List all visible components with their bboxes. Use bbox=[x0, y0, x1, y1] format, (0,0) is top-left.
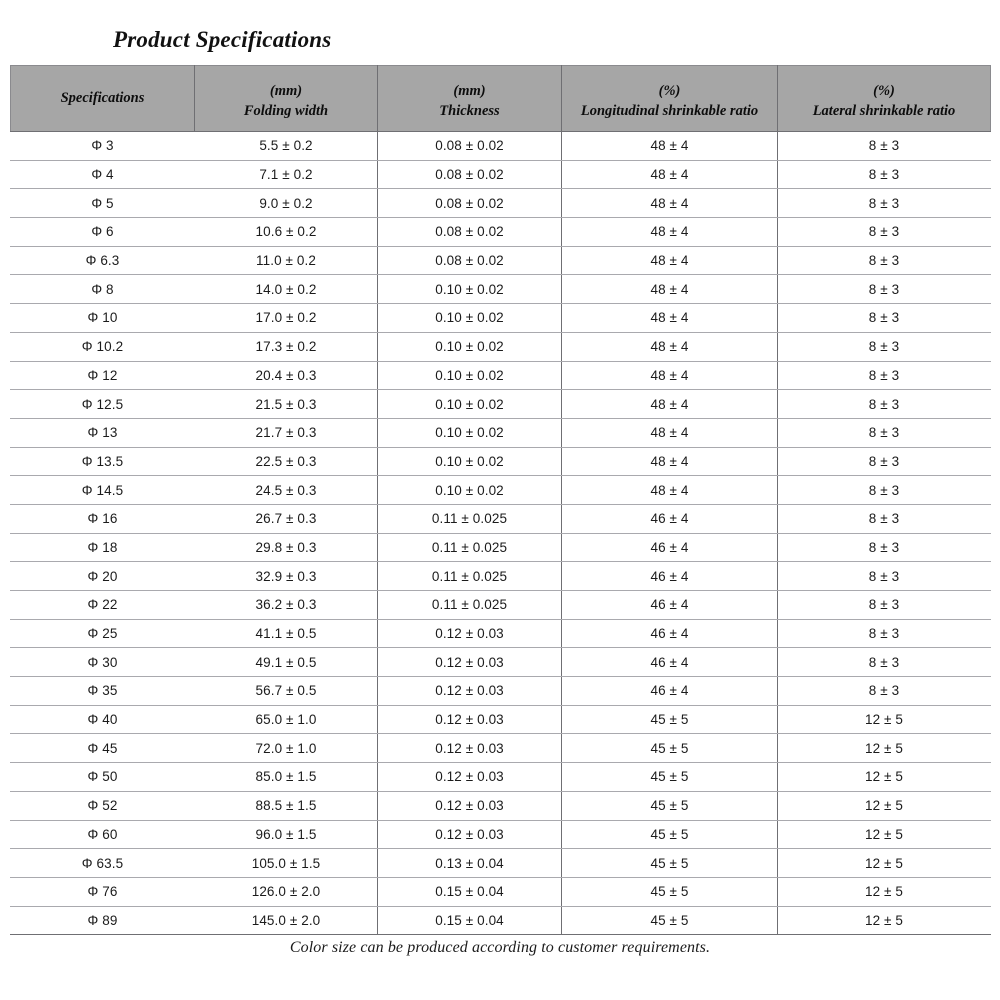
cell-longitudinal-shrinkable-ratio: 48 ± 4 bbox=[562, 447, 778, 476]
cell-folding-width: 24.5 ± 0.3 bbox=[195, 476, 378, 505]
cell-longitudinal-shrinkable-ratio: 45 ± 5 bbox=[562, 763, 778, 792]
table-row bbox=[11, 734, 991, 763]
cell-lateral-shrinkable-ratio: 8 ± 3 bbox=[778, 476, 991, 505]
table-row bbox=[11, 447, 991, 476]
column-header-longitudinal-label: Longitudinal shrinkable ratio bbox=[580, 103, 759, 120]
cell-folding-width: 32.9 ± 0.3 bbox=[195, 562, 378, 591]
cell-folding-width: 85.0 ± 1.5 bbox=[195, 763, 378, 792]
cell-lateral-shrinkable-ratio: 12 ± 5 bbox=[778, 849, 991, 878]
cell-longitudinal-shrinkable-ratio: 46 ± 4 bbox=[562, 562, 778, 591]
cell-lateral-shrinkable-ratio: 12 ± 5 bbox=[778, 763, 991, 792]
cell-folding-width: 11.0 ± 0.2 bbox=[195, 246, 378, 275]
cell-folding-width: 21.7 ± 0.3 bbox=[195, 418, 378, 447]
cell-thickness: 0.11 ± 0.025 bbox=[378, 562, 562, 591]
cell-specification: Φ 10.2 bbox=[11, 332, 195, 361]
cell-folding-width: 145.0 ± 2.0 bbox=[195, 906, 378, 935]
table-row bbox=[11, 189, 991, 218]
cell-thickness: 0.12 ± 0.03 bbox=[378, 820, 562, 849]
cell-lateral-shrinkable-ratio: 12 ± 5 bbox=[778, 734, 991, 763]
cell-folding-width: 126.0 ± 2.0 bbox=[195, 877, 378, 906]
cell-thickness: 0.10 ± 0.02 bbox=[378, 361, 562, 390]
cell-lateral-shrinkable-ratio: 8 ± 3 bbox=[778, 332, 991, 361]
table-header bbox=[11, 66, 991, 132]
cell-lateral-shrinkable-ratio: 12 ± 5 bbox=[778, 877, 991, 906]
column-header-specifications-label: Specifications bbox=[60, 90, 145, 107]
cell-thickness: 0.08 ± 0.02 bbox=[378, 189, 562, 218]
column-header-lateral-shrinkable-ratio bbox=[778, 66, 991, 132]
cell-thickness: 0.12 ± 0.03 bbox=[378, 648, 562, 677]
cell-specification: Φ 14.5 bbox=[11, 476, 195, 505]
table-row bbox=[11, 877, 991, 906]
cell-thickness: 0.08 ± 0.02 bbox=[378, 132, 562, 161]
cell-specification: Φ 30 bbox=[11, 648, 195, 677]
cell-folding-width: 9.0 ± 0.2 bbox=[195, 189, 378, 218]
cell-lateral-shrinkable-ratio: 8 ± 3 bbox=[778, 132, 991, 161]
cell-folding-width: 29.8 ± 0.3 bbox=[195, 533, 378, 562]
cell-specification: Φ 6 bbox=[11, 218, 195, 247]
column-header-folding-width-unit: (mm) bbox=[269, 82, 303, 99]
cell-folding-width: 65.0 ± 1.0 bbox=[195, 705, 378, 734]
column-header-longitudinal-unit: (%) bbox=[658, 82, 681, 99]
cell-specification: Φ 20 bbox=[11, 562, 195, 591]
cell-longitudinal-shrinkable-ratio: 48 ± 4 bbox=[562, 275, 778, 304]
cell-longitudinal-shrinkable-ratio: 48 ± 4 bbox=[562, 218, 778, 247]
cell-thickness: 0.12 ± 0.03 bbox=[378, 677, 562, 706]
cell-lateral-shrinkable-ratio: 8 ± 3 bbox=[778, 160, 991, 189]
cell-lateral-shrinkable-ratio: 8 ± 3 bbox=[778, 447, 991, 476]
cell-lateral-shrinkable-ratio: 12 ± 5 bbox=[778, 791, 991, 820]
table-row bbox=[11, 849, 991, 878]
cell-folding-width: 72.0 ± 1.0 bbox=[195, 734, 378, 763]
table-row bbox=[11, 160, 991, 189]
cell-thickness: 0.10 ± 0.02 bbox=[378, 304, 562, 333]
table-row bbox=[11, 332, 991, 361]
cell-specification: Φ 3 bbox=[11, 132, 195, 161]
table-row bbox=[11, 705, 991, 734]
cell-lateral-shrinkable-ratio: 8 ± 3 bbox=[778, 218, 991, 247]
cell-lateral-shrinkable-ratio: 8 ± 3 bbox=[778, 418, 991, 447]
table-row bbox=[11, 218, 991, 247]
cell-thickness: 0.11 ± 0.025 bbox=[378, 533, 562, 562]
header-row bbox=[11, 66, 991, 132]
cell-folding-width: 26.7 ± 0.3 bbox=[195, 504, 378, 533]
cell-longitudinal-shrinkable-ratio: 46 ± 4 bbox=[562, 648, 778, 677]
cell-specification: Φ 16 bbox=[11, 504, 195, 533]
cell-folding-width: 21.5 ± 0.3 bbox=[195, 390, 378, 419]
cell-lateral-shrinkable-ratio: 8 ± 3 bbox=[778, 275, 991, 304]
cell-specification: Φ 63.5 bbox=[11, 849, 195, 878]
cell-longitudinal-shrinkable-ratio: 48 ± 4 bbox=[562, 132, 778, 161]
cell-lateral-shrinkable-ratio: 8 ± 3 bbox=[778, 504, 991, 533]
cell-specification: Φ 25 bbox=[11, 619, 195, 648]
cell-lateral-shrinkable-ratio: 8 ± 3 bbox=[778, 390, 991, 419]
cell-lateral-shrinkable-ratio: 12 ± 5 bbox=[778, 705, 991, 734]
cell-lateral-shrinkable-ratio: 8 ± 3 bbox=[778, 562, 991, 591]
cell-specification: Φ 13 bbox=[11, 418, 195, 447]
column-header-folding-width-label: Folding width bbox=[243, 103, 329, 120]
cell-longitudinal-shrinkable-ratio: 46 ± 4 bbox=[562, 591, 778, 620]
cell-specification: Φ 52 bbox=[11, 791, 195, 820]
table-footnote: Color size can be produced according to customer requirements. bbox=[289, 939, 711, 956]
cell-thickness: 0.12 ± 0.03 bbox=[378, 791, 562, 820]
cell-folding-width: 105.0 ± 1.5 bbox=[195, 849, 378, 878]
cell-longitudinal-shrinkable-ratio: 48 ± 4 bbox=[562, 361, 778, 390]
cell-lateral-shrinkable-ratio: 8 ± 3 bbox=[778, 189, 991, 218]
column-header-folding-width bbox=[195, 66, 378, 132]
cell-lateral-shrinkable-ratio: 8 ± 3 bbox=[778, 591, 991, 620]
table-row bbox=[11, 390, 991, 419]
column-header-thickness-label: Thickness bbox=[439, 103, 500, 120]
cell-specification: Φ 12 bbox=[11, 361, 195, 390]
cell-thickness: 0.11 ± 0.025 bbox=[378, 591, 562, 620]
cell-longitudinal-shrinkable-ratio: 48 ± 4 bbox=[562, 418, 778, 447]
cell-specification: Φ 60 bbox=[11, 820, 195, 849]
cell-thickness: 0.08 ± 0.02 bbox=[378, 246, 562, 275]
column-header-longitudinal-shrinkable-ratio bbox=[562, 66, 778, 132]
column-header-specifications bbox=[11, 66, 195, 132]
cell-specification: Φ 76 bbox=[11, 877, 195, 906]
cell-folding-width: 20.4 ± 0.3 bbox=[195, 361, 378, 390]
cell-specification: Φ 22 bbox=[11, 591, 195, 620]
cell-folding-width: 7.1 ± 0.2 bbox=[195, 160, 378, 189]
cell-longitudinal-shrinkable-ratio: 46 ± 4 bbox=[562, 504, 778, 533]
cell-thickness: 0.10 ± 0.02 bbox=[378, 418, 562, 447]
column-header-thickness bbox=[378, 66, 562, 132]
cell-folding-width: 56.7 ± 0.5 bbox=[195, 677, 378, 706]
cell-folding-width: 88.5 ± 1.5 bbox=[195, 791, 378, 820]
cell-longitudinal-shrinkable-ratio: 45 ± 5 bbox=[562, 705, 778, 734]
cell-thickness: 0.10 ± 0.02 bbox=[378, 332, 562, 361]
cell-thickness: 0.12 ± 0.03 bbox=[378, 619, 562, 648]
table-row bbox=[11, 906, 991, 935]
cell-thickness: 0.08 ± 0.02 bbox=[378, 160, 562, 189]
cell-folding-width: 17.0 ± 0.2 bbox=[195, 304, 378, 333]
cell-specification: Φ 13.5 bbox=[11, 447, 195, 476]
cell-folding-width: 14.0 ± 0.2 bbox=[195, 275, 378, 304]
cell-longitudinal-shrinkable-ratio: 45 ± 5 bbox=[562, 734, 778, 763]
table-row bbox=[11, 361, 991, 390]
table-row bbox=[11, 418, 991, 447]
cell-specification: Φ 4 bbox=[11, 160, 195, 189]
cell-folding-width: 5.5 ± 0.2 bbox=[195, 132, 378, 161]
cell-folding-width: 17.3 ± 0.2 bbox=[195, 332, 378, 361]
cell-specification: Φ 12.5 bbox=[11, 390, 195, 419]
cell-thickness: 0.15 ± 0.04 bbox=[378, 906, 562, 935]
cell-specification: Φ 50 bbox=[11, 763, 195, 792]
cell-thickness: 0.15 ± 0.04 bbox=[378, 877, 562, 906]
cell-folding-width: 49.1 ± 0.5 bbox=[195, 648, 378, 677]
table-body bbox=[11, 132, 991, 935]
cell-lateral-shrinkable-ratio: 12 ± 5 bbox=[778, 820, 991, 849]
page-title: Product Specifications bbox=[113, 27, 332, 52]
cell-thickness: 0.10 ± 0.02 bbox=[378, 390, 562, 419]
cell-thickness: 0.08 ± 0.02 bbox=[378, 218, 562, 247]
cell-folding-width: 22.5 ± 0.3 bbox=[195, 447, 378, 476]
cell-lateral-shrinkable-ratio: 12 ± 5 bbox=[778, 906, 991, 935]
cell-longitudinal-shrinkable-ratio: 48 ± 4 bbox=[562, 189, 778, 218]
table-row bbox=[11, 562, 991, 591]
cell-longitudinal-shrinkable-ratio: 48 ± 4 bbox=[562, 476, 778, 505]
table-row bbox=[11, 677, 991, 706]
table-row bbox=[11, 304, 991, 333]
cell-lateral-shrinkable-ratio: 8 ± 3 bbox=[778, 304, 991, 333]
column-header-lateral-label: Lateral shrinkable ratio bbox=[812, 103, 956, 120]
cell-lateral-shrinkable-ratio: 8 ± 3 bbox=[778, 619, 991, 648]
cell-longitudinal-shrinkable-ratio: 48 ± 4 bbox=[562, 304, 778, 333]
cell-longitudinal-shrinkable-ratio: 45 ± 5 bbox=[562, 906, 778, 935]
table-row bbox=[11, 791, 991, 820]
cell-longitudinal-shrinkable-ratio: 45 ± 5 bbox=[562, 820, 778, 849]
cell-lateral-shrinkable-ratio: 8 ± 3 bbox=[778, 246, 991, 275]
table-row bbox=[11, 591, 991, 620]
table-row bbox=[11, 533, 991, 562]
cell-specification: Φ 45 bbox=[11, 734, 195, 763]
cell-folding-width: 96.0 ± 1.5 bbox=[195, 820, 378, 849]
cell-folding-width: 10.6 ± 0.2 bbox=[195, 218, 378, 247]
cell-longitudinal-shrinkable-ratio: 48 ± 4 bbox=[562, 332, 778, 361]
column-header-lateral-unit: (%) bbox=[873, 82, 895, 99]
table-row bbox=[11, 820, 991, 849]
cell-folding-width: 36.2 ± 0.3 bbox=[195, 591, 378, 620]
cell-thickness: 0.10 ± 0.02 bbox=[378, 447, 562, 476]
cell-specification: Φ 40 bbox=[11, 705, 195, 734]
cell-thickness: 0.13 ± 0.04 bbox=[378, 849, 562, 878]
cell-thickness: 0.10 ± 0.02 bbox=[378, 275, 562, 304]
cell-thickness: 0.10 ± 0.02 bbox=[378, 476, 562, 505]
cell-longitudinal-shrinkable-ratio: 48 ± 4 bbox=[562, 160, 778, 189]
specifications-table-container bbox=[10, 65, 990, 935]
table-row bbox=[11, 763, 991, 792]
cell-longitudinal-shrinkable-ratio: 46 ± 4 bbox=[562, 677, 778, 706]
table-row bbox=[11, 504, 991, 533]
table-row bbox=[11, 132, 991, 161]
table-row bbox=[11, 275, 991, 304]
cell-specification: Φ 18 bbox=[11, 533, 195, 562]
cell-longitudinal-shrinkable-ratio: 48 ± 4 bbox=[562, 246, 778, 275]
cell-specification: Φ 5 bbox=[11, 189, 195, 218]
cell-longitudinal-shrinkable-ratio: 46 ± 4 bbox=[562, 533, 778, 562]
table-row bbox=[11, 476, 991, 505]
cell-longitudinal-shrinkable-ratio: 48 ± 4 bbox=[562, 390, 778, 419]
cell-specification: Φ 89 bbox=[11, 906, 195, 935]
cell-lateral-shrinkable-ratio: 8 ± 3 bbox=[778, 677, 991, 706]
cell-thickness: 0.12 ± 0.03 bbox=[378, 734, 562, 763]
cell-lateral-shrinkable-ratio: 8 ± 3 bbox=[778, 648, 991, 677]
cell-specification: Φ 35 bbox=[11, 677, 195, 706]
cell-folding-width: 41.1 ± 0.5 bbox=[195, 619, 378, 648]
cell-lateral-shrinkable-ratio: 8 ± 3 bbox=[778, 533, 991, 562]
specifications-table bbox=[10, 65, 991, 935]
table-row bbox=[11, 246, 991, 275]
cell-longitudinal-shrinkable-ratio: 45 ± 5 bbox=[562, 791, 778, 820]
cell-thickness: 0.12 ± 0.03 bbox=[378, 705, 562, 734]
cell-thickness: 0.11 ± 0.025 bbox=[378, 504, 562, 533]
cell-specification: Φ 10 bbox=[11, 304, 195, 333]
table-row bbox=[11, 619, 991, 648]
table-row bbox=[11, 648, 991, 677]
cell-longitudinal-shrinkable-ratio: 45 ± 5 bbox=[562, 877, 778, 906]
cell-longitudinal-shrinkable-ratio: 45 ± 5 bbox=[562, 849, 778, 878]
cell-thickness: 0.12 ± 0.03 bbox=[378, 763, 562, 792]
cell-specification: Φ 6.3 bbox=[11, 246, 195, 275]
column-header-thickness-unit: (mm) bbox=[453, 82, 486, 99]
cell-specification: Φ 8 bbox=[11, 275, 195, 304]
cell-longitudinal-shrinkable-ratio: 46 ± 4 bbox=[562, 619, 778, 648]
cell-lateral-shrinkable-ratio: 8 ± 3 bbox=[778, 361, 991, 390]
